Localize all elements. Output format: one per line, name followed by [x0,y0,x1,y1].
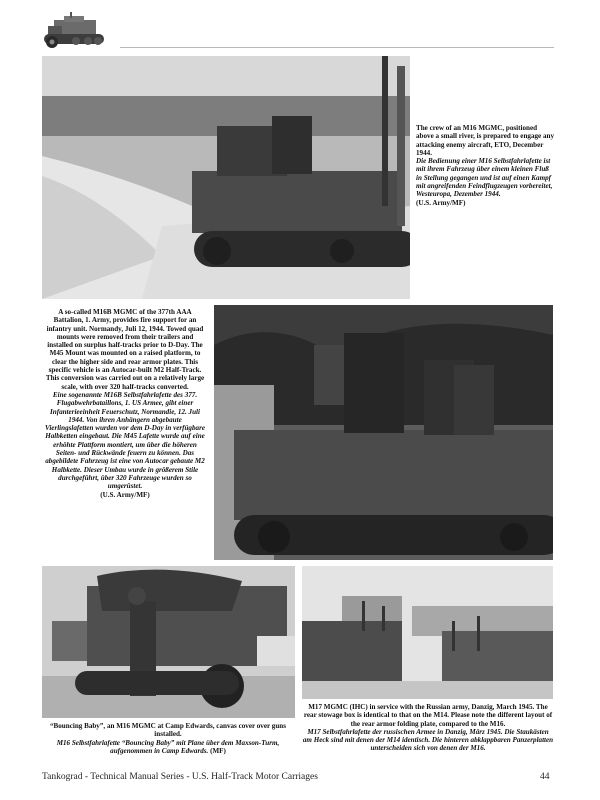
half-track-logo-icon [40,8,112,54]
caption-photo-3 [40,722,296,755]
caption-photo-4 [302,703,554,753]
footer-series-title: Tankograd - Technical Manual Series - U.S. Half-Track Motor Carriages [42,772,318,782]
caption-3-german [40,739,296,756]
caption-1-english: The crew of an M16 MGMC, positioned above a small river, is prepared to engage any attacking enemy aircraft, ETO, December 1944. [416,124,554,157]
caption-2-credit: (U.S. Army/MF) [100,490,150,499]
caption-photo-1 [416,124,554,207]
caption-1-credit: (U.S. Army/MF) [416,198,466,207]
caption-2-english: A so-called M16B MGMC of the 377th AAA Battalion, 1. Army, provides fire support for an infantry unit. Normandy, Juli 12, 1944. Towed quad mounts were removed from their trailers and installed on surplus half-tracks prior to D-Day. The M45 Mount was mounted on a raised platform, to clear the higher side and rear armor plates. This specific vehicle is an Autocar-built M2 Half-Track. This conversion was carried out on a relatively large scale, with over 320 half-tracks converted. [45,308,205,391]
photo-m16b-normandy [214,305,553,560]
caption-4-german: M17 Selbstfahrlafette der russischen Armee in Danzig, März 1945. Die Staukästen am Heck sind mit denen der M14 identisch. Die hinteren abklappbaren Panzerplatten unterscheiden sich von denen der M16. [302,727,554,753]
caption-photo-2 [44,308,206,499]
caption-3-english: “Bouncing Baby”, an M16 MGMC at Camp Edwards, canvas cover over guns installed. [49,722,286,739]
caption-1-german: Die Bedienung einer M16 Selbstfahrlafette ist mit ihrem Fahrzeug über einem kleinen Fluß in Stellung gegangen und ist auf einen Kampf mit angreifenden Feindflugzeugen vorbereitet, Westeuropa, Dezember 1944. [416,157,553,199]
header-rule [120,47,554,48]
photo-bouncing-baby [42,566,295,718]
caption-3-german-text: M16 Selbstfahrlafette “Bouncing Baby” mit Plane über dem Maxson-Turm, aufgenommen in Camp Edwards. [56,738,280,755]
caption-3-credit: (MF) [210,746,226,755]
caption-4-english: M17 MGMC (IHC) in service with the Russian army, Danzig, March 1945. The rear stowage box is identical to that on the M14. Please note the different layout of the rear armor folding plate, compared to the M16. [303,703,553,728]
photo-m17-danzig [302,566,553,699]
page-number: 44 [540,772,550,782]
caption-2-german: Eine sogenannte M16B Selbstfahrlafette des 377. Flugabwehrbataillons, 1. US Armee, gibt einer Infanterieeinheit Feuerschutz, Normandie, 12. Juli 1944. Von ihren Anhängern abgebaute Vierlingslafetten wurden vor dem D-Day in verfügbare Halbketten eingebaut. Die M45 Lafette wurde auf eine erhöhte Plattform montiert, um über die höheren Seiten- und Rückwände feuern zu können. Das abgebildete Fahrzeug ist eine von Autocar gebaute M2 Halbkette. Dieser Umbau wurde in größerem Stile durchgeführt, über 320 Fahrzeuge wurden so umgerüstet. [44,390,205,491]
photo-m16-river [42,56,410,299]
